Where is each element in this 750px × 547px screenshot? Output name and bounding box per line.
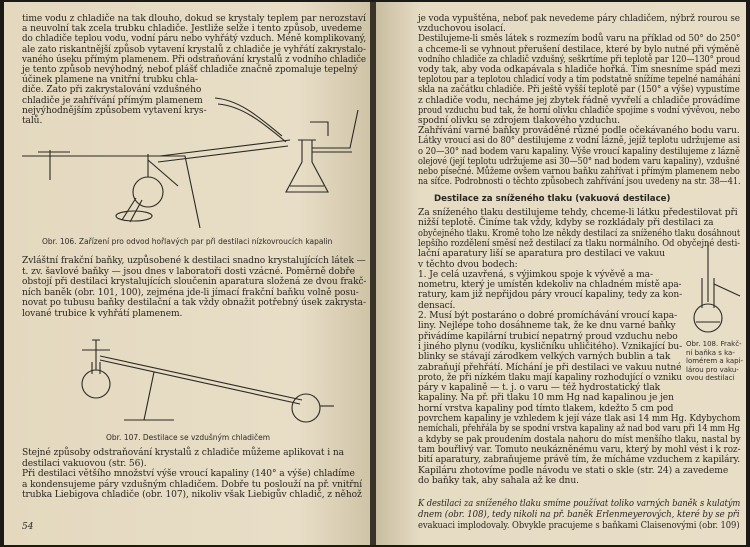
text-line: nemíchali, přehřála by se spodní vrstva kapaliny až nad bod varu při 14 mm Hg [418,424,740,435]
text-line: Při destilaci většího množství výše vroucí kapaliny (140° a výše) chladíme [22,469,355,480]
text-line: diče. Zato při zakrystalování vzdušného [22,85,202,96]
text-line: ale zato riskantnější způsob vytavení krystalů z chladiče je vyhřátí zakrystalo- [22,44,366,55]
text-line: skla na začátku chladiče. Při ještě vyšší teplotě par (150° a výše) vypustíme [418,85,740,96]
text-line: destilaci vakuovou (str. 56). [22,458,147,469]
caption-line: Obr. 108. Frakč- [686,340,742,348]
text-line: vodního chladiče za chladič vzdušný, seškrtíme při teplotě par 120—130° proud [418,54,741,65]
text-line: lační aparatury liší se aparatura pro destilaci ve vakuu [418,249,666,260]
text-line: obyčejného tlaku. Kromě toho lze někdy destilací za sníženého tlaku dosáhnout [418,228,741,239]
text-line: i jiného plynu (vodíku, kysličníku uhličitého). Vznikající bu- [418,341,683,352]
text-line: do baňky tak, aby sahala až ke dnu. [418,475,579,486]
text-line: účinek plamene na vnitřní trubku chla- [22,75,199,86]
figure-106-caption: Obr. 106. Zařízení pro odvod hořlavých par při destilaci nízkovroucích kapalin [42,237,333,246]
text-line: z chladiče vodu, necháme jej zbytek řádně vyvřelí a chladiče provádíme [418,95,740,106]
page-number: 54 [22,522,34,532]
text-line: Destilujeme-li směs látek s rozmezím bodů varu na příklad od 50° do 250° [418,34,741,45]
text-line: proto, že při nízkém tlaku mají kapaliny rozhodující o vzniku [418,372,682,383]
text-line: v těchto dvou bodech: [418,259,518,270]
text-line: a chceme-li se vyhnout přerušení destilace, které by bylo nutné při výměně [418,44,740,55]
text-line: je voda vypuštěna, neboť pak nevedeme páry chladičem, nýbrž rourou se [418,14,740,24]
text-line: trubka Liebigova chladiče (obr. 107), nikoliv však Liebigův chladič, z něhož [22,490,362,501]
text-line: ratury, kam již nepřijdou páry vroucí kapaliny, tedy za kon- [418,290,683,301]
caption-line: lomérem a kapi- [686,357,744,366]
text-line: zabraňují přehřátí. Míchání je při destilaci ve vakuu nutné [418,362,682,373]
text-line: proud vzduchu bud tak, že horní olivku chladiče spojíme s vodní vývěvou, nebo [418,105,740,116]
text-line: kapaliny. Na př. při tlaku 10 mm Hg nad kapalinou je jen [418,393,674,404]
text-line: je tento způsob nevýhodný, neboť plášť chladiče značně zpomaluje tepelný [22,65,358,75]
text-line: ních baněk (obr. 101, 100), zejména jde-li jímací frakční baňku volně posu- [22,287,359,298]
text-line: nižší teplotě. Činíme tak vždy, kdyby se rozkládaly při destilaci za [418,218,714,229]
text-line: Zvláštní frakční baňky, uzpůsobené k destilaci snadno krystalujících látek — [22,256,366,266]
text-line: přivádíme kapilární trubicí nepatrný proud vzduchu nebo [418,331,678,342]
section-heading: Destilace za sníženého tlaku (vakuová destilace) [434,194,671,204]
text-line: povrchem kapaliny je vzhledem k její váze tlak asi 14 mm Hg. Kdybychom [418,414,741,424]
text-line: vzduchovou isolací. [418,24,506,35]
caption-line: ovou destilaci [686,374,735,383]
text-line: a neuvolní tak zcela trubku chladiče. Jestliže selže i tento způsob, uvedeme [22,24,362,35]
text-line: tam bouřlivý var. Tomuto neukázněnému varu, který by mohl vést i k roz- [418,444,741,455]
text-line: Látky vroucí asi do 80° destilujeme z vodní lázně, jejíž teplotu udržujeme asi [418,136,741,147]
text-line: olejové (její teplotu udržujeme asi 30—50° nad bodem varu kapaliny), vzdušné [418,156,740,167]
text-line: time vodu z chladiče na tak dlouho, dokud se krystaly teplem par nerozstaví [22,14,366,24]
text-line: t. zv. šavlové baňky — jsou dnes v laboratoři dosti vzácné. Poměrně dobře [22,266,355,277]
text-line: Kapiláru zhotovíme podle návodu ve stati o skle (str. 24) a zavedeme [418,465,729,476]
text-line: horní vrstva kapaliny pod tímto tlakem, kdežto 5 cm pod [418,403,674,414]
book-spread [4,2,746,545]
right-page [376,2,746,545]
text-line: a kondensujeme páry vzdušným chladičem. Dobře tu poslouží na př. vnitřní [22,479,363,490]
caption-line: lárou pro vaku- [686,365,739,374]
text-line: Za sníženého tlaku destilujeme tehdy, chceme-li látku předestilovat při [418,208,738,218]
text-line: obstojí při destilaci krystalujících sloučenin aparatura složená ze dvou frakč- [22,277,367,288]
figure-107-illustration [34,322,354,432]
text-line: nejvýhodnějším způsobem vytavení krys- [22,105,207,116]
text-line: novat po tubusu baňky destilační a tak vždy obnažit potřebný úsek zakrysta- [22,298,366,309]
figure-107-caption: Obr. 107. Destilace se vzdušným chladičem [106,433,271,442]
text-line: talů. [22,116,43,126]
text-line: spodní olivku se zdrojem tlakového vzduchu. [418,116,620,126]
text-line: lované trubice k vyhřátí plamenem. [22,309,183,319]
text-line: dnem (obr. 108), tedy nikoli na př. baněk Erlenmeyerových, které by se při [418,509,740,520]
text-line: liny. Nejlépe toho dosáhneme tak, že ke dnu varné baňky [418,321,676,332]
text-line: na síťce. Podrobnosti o těchto způsobech zahřívání jsou uvedeny na str. 38—41. [418,177,741,188]
text-line: 2. Musí být postaráno o dobré promíchávání vroucí kapa- [418,311,678,321]
text-line: vody tak, aby voda odkapávala s hladiče hořká. Tím snesníme spád mezi [418,65,741,75]
right-last-line: evakuaci implodovaly. Obvykle pracujeme s baňkami Claisenovými (obr. 109) [418,521,740,531]
text-line: lepšího rozdělení směsí než destilací za tlaku normálního. Od obyčejné desti- [418,238,740,249]
text-line: o 20—30° nad bodem varu kapaliny. Výše vroucí kapaliny destilujeme z lázně [418,146,740,157]
text-line: chladiče je zahřívání přímým plamenem [22,95,203,106]
figure-106-illustration [10,90,370,240]
text-line: teplotou par a teplotou chladicí vody a tím podstatně snížíme tepelné namáhání [418,75,741,86]
figure-108-illustration [682,238,742,338]
text-line: K destilaci za sníženého tlaku smíme používat toliko varných baněk s kulatým [418,499,741,509]
text-line: 1. Je celá uzavřená, s výjimkou spoje k vývěvě a ma- [418,269,653,280]
text-line: nebo písečné. Můžeme ovšem varnou baňku zahřívat i přímým plamenem nebo [418,167,740,177]
text-line: bití aparatury, zabraňujeme právě tím, že mícháme vzduchem z kapiláry. [418,455,741,466]
text-line: nometru, který je umístěn kdekoliv na chladném místě apa- [418,280,682,291]
text-line: densací. [418,300,456,311]
text-line: Stejné způsoby odstraňování krystalů z chladiče můžeme aplikovat i na [22,448,344,458]
text-line: blinky se stávají zárodkem velkých varných bublin a tak [418,352,671,363]
left-page [4,2,372,545]
caption-line: ní baňka s ka- [686,348,735,357]
text-line: Zahřívání varné baňky prováděné různé podle očekávaného bodu varu. [418,126,740,137]
text-line: vaného úseku přímým plamenem. Při odstraňování krystalů z vodního chladiče [22,54,367,65]
text-line: a kdyby se pak proudením dostala nahoru do míst menšího tlaku, nastal by [418,434,741,445]
text-line: páry v kapalině — t. j. o varu — též hydrostatický tlak [418,383,661,394]
text-line: do chladiče teplou vodu, vodní páru nebo vyhřátý vzduch. Méně komplikovaný, [22,34,367,45]
